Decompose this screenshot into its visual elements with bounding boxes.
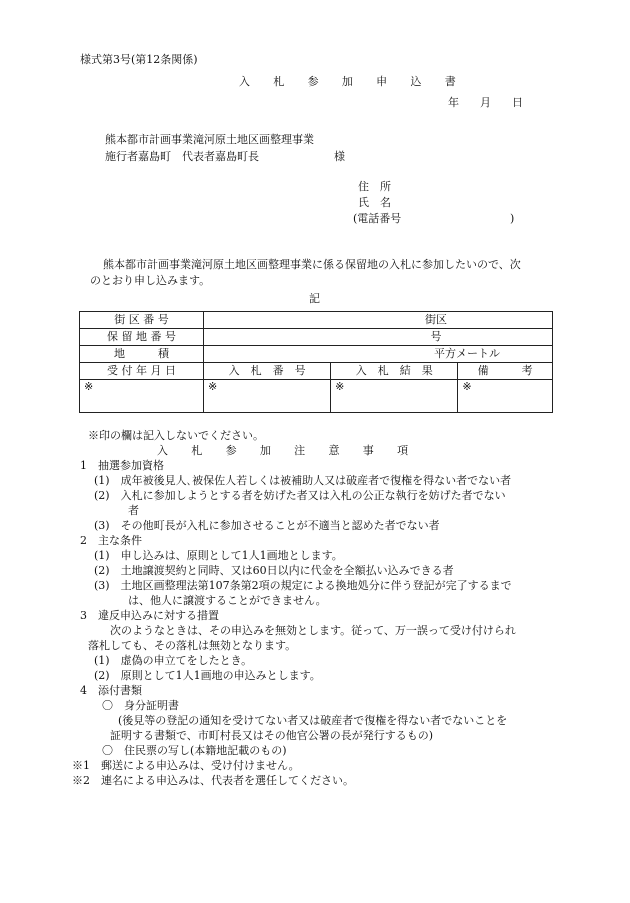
date-year: 年 [448, 96, 459, 109]
receipt-date-header: 受 付 年 月 日 [80, 363, 204, 380]
table-header-row [80, 363, 553, 380]
bid-result-cell: ※ [331, 380, 458, 413]
land-area-value[interactable]: 平方メートル [204, 346, 553, 363]
receipt-date-cell: ※ [80, 380, 204, 413]
section4-item1-note2: 証明する書類で、市町村長又はその他官公署の長が発行するもの) [110, 729, 434, 742]
application-table [79, 311, 553, 413]
section1-item1: (1) 成年被後見人､被保佐人若しくは被補助人又は破産者で復権を得ない者でない者 [94, 474, 512, 487]
section3-item1: (1) 虚偽の申立てをしたとき。 [94, 654, 253, 667]
intro-line2: のとおり申し込みます。 [90, 274, 211, 287]
bid-number-header: 入 札 番 号 [204, 363, 331, 380]
addressee-line1: 熊本都市計画事業滝河原土地区画整理事業 [105, 133, 314, 146]
remarks-cell: ※ [458, 380, 553, 413]
section3-para1: 次のようなときは、その申込みを無効とします。従って、万一誤って受け付けられ [110, 624, 516, 637]
section4-heading: 4 添付書類 [80, 684, 142, 697]
addressee-honorific: 様 [334, 150, 345, 163]
bid-result-header: 入 札 結 果 [331, 363, 458, 380]
table-row [80, 312, 553, 329]
section1-heading: 1 抽選参加資格 [80, 459, 164, 472]
section1-item3: (3) その他町長が入札に参加させることが不適当と認めた者でない者 [94, 519, 440, 532]
block-number-label: 街 区 番 号 [80, 312, 204, 329]
section4-item2: 〇 住民票の写し(本籍地記載のもの) [102, 744, 287, 757]
applicant-name-label: 氏 名 [358, 196, 391, 209]
note2: ※2 連名による申込みは、代表者を選任してください。 [72, 774, 354, 787]
land-area-label: 地 積 [80, 346, 204, 363]
reserved-lot-number-label: 保 留 地 番 号 [80, 329, 204, 346]
notice-section [72, 428, 555, 788]
applicant-phone-label: (電話番号 [353, 212, 402, 225]
remarks-header: 備 考 [458, 363, 553, 380]
section2-item3-cont: は、他人に譲渡することができません。 [128, 594, 327, 607]
section1-item2: (2) 入札に参加しようとする者を妨げた者又は入札の公正な執行を妨げた者でない [94, 489, 506, 502]
date-month: 月 [480, 96, 491, 109]
date-day: 日 [512, 96, 523, 109]
footnote: ※印の欄は記入しないでください。 [88, 429, 264, 442]
ki-mark: 記 [309, 292, 320, 305]
notice-title: 入 札 参 加 注 意 事 項 [157, 444, 418, 457]
reserved-lot-number-value[interactable]: 号 [204, 329, 553, 346]
section3-heading: 3 違反申込みに対する措置 [80, 609, 219, 622]
document-title: 入 札 参 加 申 込 書 [239, 75, 466, 88]
block-number-value[interactable]: 街区 [204, 312, 553, 329]
section1-item2-cont: 者 [128, 504, 139, 517]
table-row [80, 346, 553, 363]
section3-item2: (2) 原則として1人1画地の申込みとします。 [94, 669, 321, 682]
form-number: 様式第3号(第12条関係) [80, 53, 198, 66]
table-row [80, 329, 553, 346]
section2-item3: (3) 土地区画整理法第107条第2項の規定による換地処分に伴う登記が完了するまで [94, 579, 512, 592]
applicant-phone-close: ) [510, 212, 515, 225]
bid-number-cell: ※ [204, 380, 331, 413]
table-row [80, 380, 553, 413]
section4-item1: 〇 身分証明書 [102, 699, 179, 712]
section4-item1-note1: (後見等の登記の通知を受けてない者又は破産者で復権を得ない者でないことを [118, 714, 508, 727]
section2-item2: (2) 土地譲渡契約と同時、又は60日以内に代金を全額払い込みできる者 [94, 564, 454, 577]
section2-heading: 2 主な条件 [80, 534, 142, 547]
note1: ※1 郵送による申込みは、受け付けません。 [72, 759, 300, 772]
intro-line1: 熊本都市計画事業滝河原土地区画整理事業に係る保留地の入札に参加したいので、次 [103, 258, 521, 271]
section3-para2: 落札しても、その落札は無効となります。 [88, 639, 297, 652]
applicant-address-label: 住 所 [358, 180, 391, 193]
section2-item1: (1) 申し込みは、原則として1人1画地とします。 [94, 549, 343, 562]
addressee-line2: 施行者嘉島町 代表者嘉島町長 [105, 150, 259, 163]
